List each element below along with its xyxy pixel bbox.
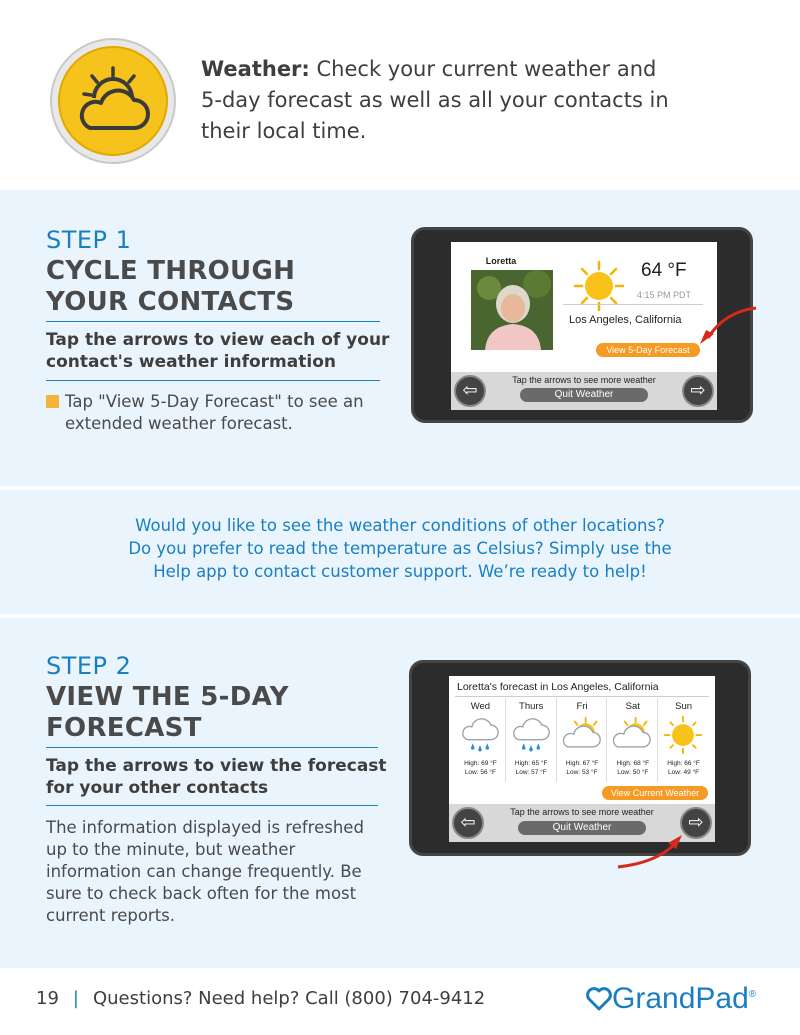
forecast-low: Low: 56 °F: [464, 769, 496, 776]
previous-arrow-button[interactable]: ⇦: [454, 375, 486, 407]
pointer-arrow-icon: [616, 831, 686, 871]
help-phone-text: Questions? Need help? Call (800) 704-9412: [92, 988, 486, 1009]
contact-photo-image: [471, 270, 553, 350]
step2-body-line1: The information displayed is refreshed: [46, 818, 364, 837]
forecast-title-divider: [455, 696, 709, 697]
grandpad-logo: [586, 982, 756, 1016]
description-line1: Check your current weather and: [309, 57, 657, 81]
step2-divider-top: [46, 747, 378, 748]
step1-subtitle-line2: contact's weather information: [46, 352, 336, 372]
step2-body-line3: information can change frequently. Be: [46, 862, 362, 881]
page-footer: [0, 968, 800, 1035]
forecast-high: High: 66 °F: [667, 760, 700, 767]
forecast-title: Loretta's forecast in Los Angeles, California: [457, 681, 659, 693]
forecast-day-wed: [455, 698, 506, 782]
next-arrow-button[interactable]: ⇨: [680, 807, 712, 839]
weather-divider: [563, 304, 703, 305]
app-name: Weather:: [201, 57, 310, 81]
step2-body-line4: sure to check back often for the most: [46, 884, 357, 903]
step2-number: STEP 2: [46, 652, 132, 680]
forecast-high: High: 65 °F: [514, 760, 548, 767]
step2-title-line2: FORECAST: [46, 713, 202, 743]
support-info-line1: Would you like to see the weather conditions of other locations?: [135, 516, 665, 535]
forecast-low: Low: 57 °F: [515, 769, 547, 776]
quit-weather-button[interactable]: Quit Weather: [518, 821, 646, 835]
tablet-screenshot-5-day-forecast: [409, 660, 751, 856]
forecast-day-name: Sun: [675, 701, 693, 712]
previous-arrow-button[interactable]: ⇦: [452, 807, 484, 839]
view-5-day-forecast-button[interactable]: View 5-Day Forecast: [596, 343, 700, 357]
forecast-high: High: 68 °F: [616, 760, 650, 767]
sun-icon: [663, 716, 703, 756]
step2-title: [46, 682, 289, 744]
step2-section: [0, 618, 800, 968]
rain-cloud-icon: [460, 716, 500, 756]
forecast-day-sat: [607, 698, 658, 782]
device-hint: Tap the arrows to see more weather: [510, 807, 654, 817]
step1-divider-bottom: [46, 380, 380, 381]
description-line3: their local time.: [201, 119, 367, 143]
partly-cloudy-icon: [612, 716, 652, 756]
registered-mark: ®: [748, 989, 757, 1000]
step2-title-line1: VIEW THE 5-DAY: [46, 682, 289, 712]
current-location: Los Angeles, California: [569, 314, 682, 326]
step1-section: [0, 190, 800, 486]
current-weather-screen: [451, 242, 717, 372]
bullet-square-icon: [46, 395, 59, 408]
step1-subtitle-line1: Tap the arrows to view each of your: [46, 330, 390, 350]
step1-title: [46, 256, 295, 318]
footer-help: [36, 988, 485, 1009]
heart-icon: [586, 987, 612, 1011]
step1-divider-top: [46, 321, 380, 322]
pointer-arrow-icon: [696, 304, 758, 350]
quit-weather-button[interactable]: Quit Weather: [520, 388, 648, 402]
forecast-high: High: 69 °F: [464, 760, 497, 767]
description-line2: 5-day forecast as well as all your contacts in: [201, 88, 669, 112]
weather-app-icon: [50, 38, 176, 164]
forecast-low: Low: 49 °F: [668, 769, 700, 776]
step2-subtitle-line2: for your other contacts: [46, 778, 269, 798]
step1-title-line2: YOUR CONTACTS: [46, 287, 295, 317]
step2-body-line2: up to the minute, but weather: [46, 840, 296, 859]
current-temperature: 64 °F: [641, 260, 687, 281]
step2-body-line5: current reports.: [46, 906, 176, 925]
forecast-low: Low: 53 °F: [566, 769, 598, 776]
step1-number: STEP 1: [46, 226, 132, 254]
page-number: 19: [36, 988, 59, 1009]
contact-photo: [471, 270, 553, 350]
step2-subtitle: [46, 755, 387, 799]
device-bottom-bar: [451, 372, 717, 410]
support-info-section: [0, 490, 800, 614]
step1-subtitle: [46, 329, 389, 373]
footer-separator: |: [72, 988, 79, 1009]
forecast-day-thurs: [506, 698, 557, 782]
current-time: 4:15 PM PDT: [637, 290, 692, 300]
forecast-high: High: 67 °F: [565, 760, 599, 767]
view-current-weather-button[interactable]: View Current Weather: [602, 786, 708, 800]
support-info-line3: Help app to contact customer support. We’re ready to help!: [153, 562, 647, 581]
intro-description: [201, 54, 721, 147]
forecast-day-name: Sat: [625, 701, 640, 712]
forecast-day-fri: [557, 698, 608, 782]
support-info-text: [0, 514, 800, 583]
forecast-day-sun: [658, 698, 709, 782]
support-info-line2: Do you prefer to read the temperature as Celsius? Simply use the: [128, 539, 672, 558]
forecast-day-name: Fri: [576, 701, 588, 712]
rain-cloud-icon: [511, 716, 551, 756]
step1-bullet-line1: Tap "View 5-Day Forecast" to see an: [65, 392, 364, 411]
step1-bullet: [46, 391, 364, 435]
device-hint: Tap the arrows to see more weather: [512, 375, 656, 385]
forecast-screen: [449, 676, 715, 804]
forecast-day-name: Wed: [470, 701, 491, 712]
intro-header: [0, 0, 800, 190]
step1-title-line1: CYCLE THROUGH: [46, 256, 296, 286]
forecast-low: Low: 50 °F: [617, 769, 649, 776]
contact-name: Loretta: [485, 256, 517, 266]
partly-cloudy-icon: [562, 716, 602, 756]
step1-bullet-line2: extended weather forecast.: [65, 414, 293, 433]
forecast-day-name: Thurs: [519, 701, 544, 712]
brand-name: GrandPad: [612, 982, 749, 1015]
step2-divider-bottom: [46, 805, 378, 806]
next-arrow-button[interactable]: ⇨: [682, 375, 714, 407]
step2-subtitle-line1: Tap the arrows to view the forecast: [46, 756, 387, 776]
step2-body: [46, 817, 364, 927]
tablet-screenshot-current-weather: [411, 227, 753, 423]
